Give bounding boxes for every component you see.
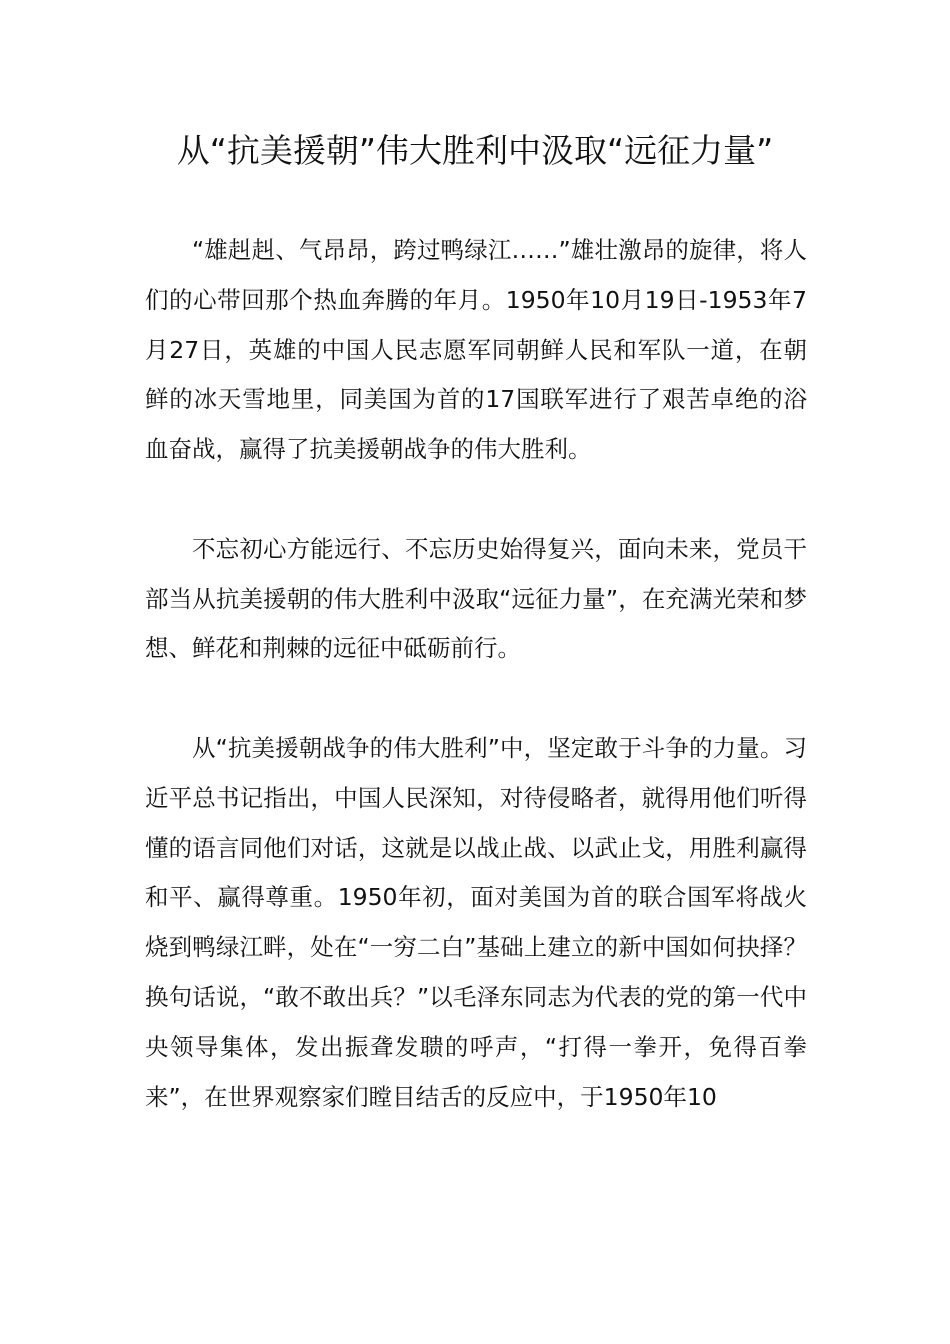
paragraph-intro: “雄赳赳、气昂昂，跨过鸭绿江……”雄壮激昂的旋律，将人们的心带回那个热血奔腾的年月。1950年10月19日-1953年7月27日，英雄的中国人民志愿军同朝鲜人民和军队一道，在朝鲜的冰天雪地里，同美国为首的17国联军进行了艰苦卓绝的浴血奋战，赢得了抗美援朝战争的伟大胜利。 — [145, 236, 807, 464]
paragraph-point-one: 从“抗美援朝战争的伟大胜利”中，坚定敢于斗争的力量。习近平总书记指出，中国人民深知，对待侵略者，就得用他们听得懂的语言同他们对话，这就是以战止战、以武止戈，用胜利赢得和平、赢得尊重。1950年初，面对美国为首的联合国军将战火烧到鸭绿江畔，处在“一穷二白”基础上建立的新中国如何抉择？换句话说，“敢不敢出兵？”以毛泽东同志为代表的党的第一代中央领导集体，发出振聋发聩的呼声，“打得一拳开，免得百拳来”，在世界观察家们瞠目结舌的反应中，于1950年10 — [145, 733, 807, 1111]
paragraph-spacer — [145, 475, 807, 525]
document-body — [145, 226, 807, 1122]
paragraph-spacer — [145, 674, 807, 724]
document-title: 从“抗美援朝”伟大胜利中汲取“远征力量” — [176, 131, 774, 170]
paragraph-thesis: 不忘初心方能远行、不忘历史始得复兴，面向未来，党员干部当从抗美援朝的伟大胜利中汲取“远征力量”，在充满光荣和梦想、鲜花和荆棘的远征中砥砺前行。 — [145, 534, 807, 663]
